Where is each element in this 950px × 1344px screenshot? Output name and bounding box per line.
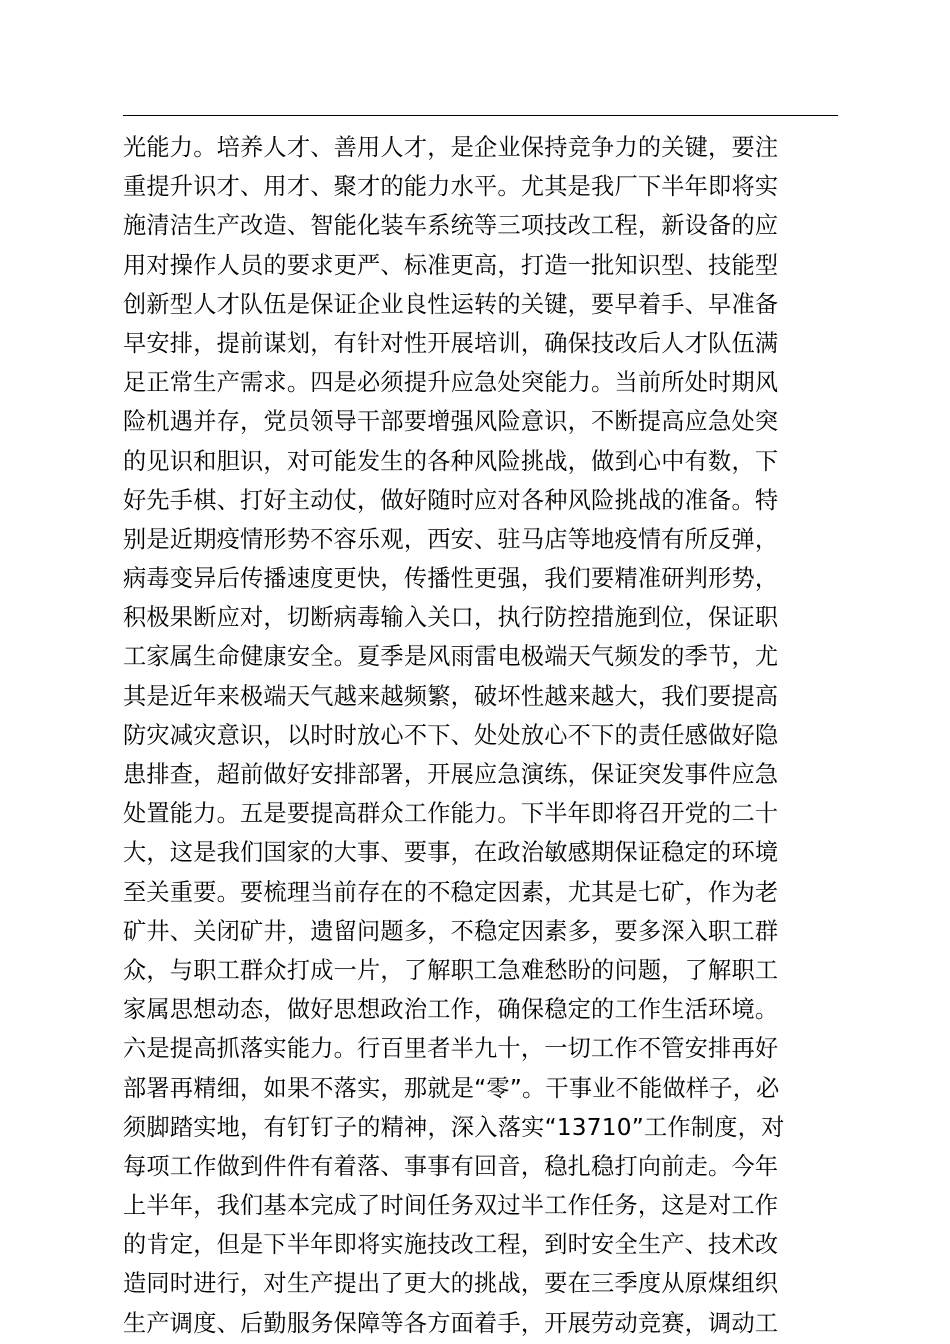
text-line: 积极果断应对，切断病毒输入关口，执行防控措施到位，保证职 — [123, 604, 779, 632]
text-line: 光能力。培养人才、善用人才，是企业保持竞争力的关键，要注 — [123, 134, 779, 161]
text-line: 处置能力。五是要提高群众工作能力。下半年即将召开党的二十 — [123, 800, 779, 828]
text-line: 生产调度、后勤服务保障等各方面着手，开展劳动竞赛，调动工 — [123, 1309, 779, 1337]
text-line: 矿井、关闭矿井，遗留问题多，不稳定因素多，要多深入职工群 — [123, 917, 779, 945]
text-line: 至关重要。要梳理当前存在的不稳定因素，尤其是七矿，作为老 — [123, 878, 779, 906]
text-line: 别是近期疫情形势不容乐观，西安、驻马店等地疫情有所反弹， — [123, 525, 779, 553]
text-line: 家属思想动态，做好思想政治工作，确保稳定的工作生活环境。 — [123, 996, 779, 1024]
text-line: 的肯定，但是下半年即将实施技改工程，到时安全生产、技术改 — [123, 1231, 779, 1259]
text-line: 足正常生产需求。四是必须提升应急处突能力。当前所处时期风 — [123, 369, 779, 397]
text-line: 险机遇并存，党员领导干部要增强风险意识，不断提高应急处突 — [123, 408, 779, 436]
text-line: 众，与职工群众打成一片，了解职工急难愁盼的问题，了解职工 — [123, 956, 779, 984]
text-line: 每项工作做到件件有着落、事事有回音，稳扎稳打向前走。今年 — [123, 1152, 779, 1180]
text-line: 重提升识才、用才、聚才的能力水平。尤其是我厂下半年即将实 — [123, 173, 779, 201]
text-line: 造同时进行，对生产提出了更大的挑战，要在三季度从原煤组织 — [123, 1270, 779, 1298]
text-line: 的见识和胆识，对可能发生的各种风险挑战，做到心中有数，下 — [123, 447, 779, 475]
text-line: 工家属生命健康安全。夏季是风雨雷电极端天气频发的季节，尤 — [123, 643, 779, 671]
text-line: 须脚踏实地，有钉钉子的精神，深入落实“13710”工作制度，对 — [123, 1113, 785, 1141]
text-line: 病毒变异后传播速度更快，传播性更强，我们要精准研判形势， — [123, 565, 779, 593]
text-line: 好先手棋、打好主动仗，做好随时应对各种风险挑战的准备。特 — [123, 486, 779, 514]
text-line: 施清洁生产改造、智能化装车系统等三项技改工程，新设备的应 — [123, 212, 779, 240]
body-paragraph — [123, 128, 843, 1343]
text-line: 大，这是我们国家的大事、要事，在政治敏感期保证稳定的环境 — [123, 839, 779, 867]
text-line: 创新型人才队伍是保证企业良性运转的关键，要早着手、早准备 — [123, 290, 779, 318]
text-line: 早安排，提前谋划，有针对性开展培训，确保技改后人才队伍满 — [123, 329, 779, 357]
text-line: 防灾减灾意识，以时时放心不下、处处放心不下的责任感做好隐 — [123, 721, 779, 749]
text-line: 患排查，超前做好安排部署，开展应急演练，保证突发事件应急 — [123, 761, 779, 788]
text-line: 上半年，我们基本完成了时间任务双过半工作任务，这是对工作 — [123, 1192, 779, 1220]
header-rule — [123, 115, 838, 116]
text-line: 用对操作人员的要求更严、标准更高，打造一批知识型、技能型 — [123, 251, 779, 279]
text-line: 六是提高抓落实能力。行百里者半九十，一切工作不管安排再好 — [123, 1035, 779, 1063]
text-line: 部署再精细，如果不落实，那就是“零”。干事业不能做样子，必 — [123, 1074, 780, 1102]
text-line: 其是近年来极端天气越来越频繁，破坏性越来越大，我们要提高 — [123, 682, 779, 710]
